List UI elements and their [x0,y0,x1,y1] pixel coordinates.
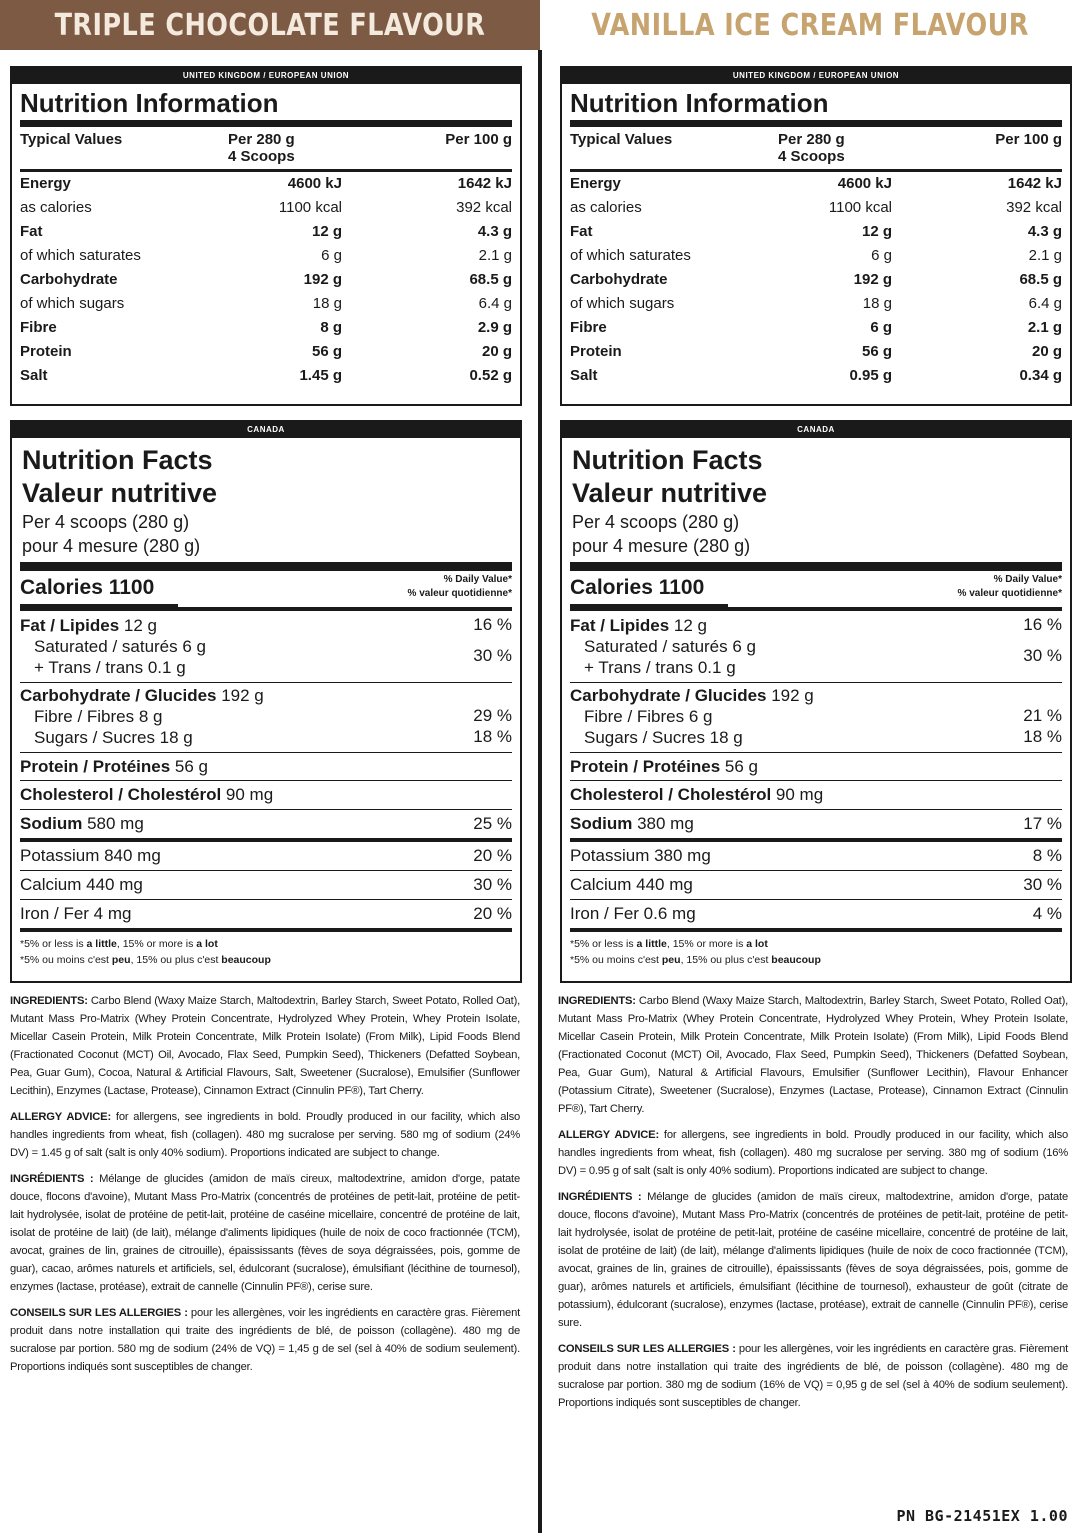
fat-group: Fat / Lipides 12 g Saturated / saturés 6 g + Trans / trans 0.1 g 16 % 30 % [570,615,1062,677]
per-serving-value: 8 g [320,319,342,336]
nutrient-label: Fibre [570,319,607,336]
per-serving-value: 6 g [870,319,892,336]
potassium-row: Potassium 380 mg 8 % [570,846,1062,865]
cholesterol-row: Cholesterol / Cholestérol 90 mg [570,785,824,804]
uk-row [562,268,1070,292]
region-label: UNITED KINGDOM / EUROPEAN UNION [562,68,1070,84]
per-serving-value: 6 g [321,247,342,264]
daily-value-footnote: *5% or less is a little, 15% or more is a lot *5% ou moins c'est peu, 15% ou plus c'est beaucoup [20,938,271,966]
per-100g-value: 68.5 g [469,271,512,288]
uk-row [12,268,520,292]
fat-group: Fat / Lipides 12 g Saturated / saturés 6 g + Trans / trans 0.1 g 16 % 30 % [20,615,512,677]
nutrient-label: of which sugars [20,295,125,312]
uk-row [12,220,520,244]
daily-value-heading: % Daily Value* % valeur quotidienne* [407,574,512,599]
uk-row [12,340,520,364]
nutrient-label: Energy [20,175,71,192]
uk-row [12,316,520,340]
per-100g-value: 392 kcal [456,199,512,216]
facts-title: Nutrition Facts Valeur nutritive [572,445,768,508]
ingredients-text [10,992,520,1384]
ingredients-en: INGREDIENTS: Carbo Blend (Waxy Maize Starch, Maltodextrin, Barley Starch, Sweet Potato, Rolled Oat), Mutant Mass Pro-Matrix (Whey Protein Concentrate, Hydrolyzed Whey Protein, Whey Protein Isolate, Micellar Casein Protein, Milk Protein Concentrate, Milk Protein Isolate) (From Milk), Lipid Foods Blend (Fractionated Coconut (MCT) Oil, Avocado, Flax Seed, Pumpkin Seed), Thickeners (Defatted Soybean, Pea, Guar Gum), Natural & Artificial Flavours, Emulsifier (Sunflower Lecithin), Flavour Enhancer (Potassium Citrate), Sweetener (Sucralose), Enzymes (Lactase, Protease), Cinnamon Extract (Cinnulin PF®), Tart Cherry. [558,995,1068,1115]
part-number: PN BG-21451EX 1.00 [896,1507,1068,1525]
serving-size: Per 4 scoops (280 g) pour 4 mesure (280 g) [572,512,751,556]
table-header [12,127,520,169]
allergy-advice-en: ALLERGY ADVICE: for allergens, see ingredients in bold. Proudly produced in our facility, which also handles ingredients from wheat, fish (collagen). 480 mg sucralose per serving. 580 mg of sodium (24% DV) = 1.45 g of salt (salt is only 40% sodium). Proportions indicated are subject to change. [10,1111,520,1159]
per-100g-value: 2.9 g [477,319,512,336]
per-100g-value: 20 g [481,343,512,360]
uk-row [562,172,1070,196]
uk-row [562,316,1070,340]
nutrient-label: Carbohydrate [20,271,118,288]
nutrient-label: Salt [20,367,48,384]
nutrient-label: Energy [570,175,621,192]
uk-rows [12,172,520,388]
calories-row [12,571,520,607]
ingredients-fr: INGRÉDIENTS : Mélange de glucides (amidon de maïs cireux, maltodextrine, amidon d'orge, patate douce, flocons d'avoine), Mutant Mass Pro-Matrix (concentrés de protéines de petit-lait, protéine de petit-lait hydrolysée, isolat de protéine de petit-lait, protéine de caséine micellaire, concentré de protéine de lait, isolat de protéine de lait) (de lait), mélange d'aliments lipidiques (huile de noix de coco fractionnée (TCM), avocat, graines de lin, graines de citrouille), épaississants (fèves de soya dégraissées, pois, gomme de guar), arômes naturels et artificiels, émulsifiant (lécithine de tournesol), exhausteur de goût (citrate de potassium), édulcorant (sucralose), enzymes (lactase, protéase), extrait de cannelle (Cinnulin PF®), cerise sure. [558,1191,1068,1329]
per-serving-value: 192 g [853,271,892,288]
thick-rule [570,562,1062,571]
per-serving-value: 0.95 g [849,367,892,384]
ingredients-en: INGREDIENTS: Carbo Blend (Waxy Maize Starch, Maltodextrin, Barley Starch, Sweet Potato, Rolled Oat), Mutant Mass Pro-Matrix (Whey Protein Concentrate, Hydrolyzed Whey Protein, Whey Protein Isolate, Micellar Casein Protein, Milk Protein Concentrate, Milk Protein Isolate) (From Milk), Lipid Foods Blend (Fractionated Coconut (MCT) Oil, Avocado, Flax Seed, Pumpkin Seed), Thickeners (Defatted Soybean, Pea, Guar Gum), Cocoa, Natural & Artificial Flavours, Salt, Sweetener (Sucralose), Emulsifier (Sunflower Lecithin), Enzymes (Lactase, Protease), Cinnamon Extract (Cinnulin PF®), Tart Cherry. [10,995,520,1097]
potassium-row: Potassium 840 mg 20 % [20,846,512,865]
nutrient-label: Protein [570,343,622,360]
flavour-header-bar [540,0,1080,50]
per-serving-value: 56 g [311,343,342,360]
per-100g-value: 1642 kJ [1007,175,1062,192]
canada-nutrition-facts [560,420,1072,983]
uk-row [562,340,1070,364]
ingredients-text [558,992,1068,1420]
calories: Calories 1100 [570,573,728,607]
nutrient-label: Fat [570,223,593,240]
protein-row: Protein / Protéines 56 g [570,757,759,776]
sodium-row: Sodium 580 mg 25 % [20,814,512,833]
flavour-header: VANILLA ICE CREAM FLAVOUR [591,7,1029,43]
per-100g-value: 0.52 g [469,367,512,384]
per-100g-value: 6.4 g [478,295,512,312]
thick-rule [20,120,512,127]
nutrient-label: of which saturates [570,247,691,264]
per-serving-value: 192 g [303,271,342,288]
calories: Calories 1100 [20,573,178,607]
cholesterol-row: Cholesterol / Cholestérol 90 mg [20,785,274,804]
per-100g-value: 0.34 g [1019,367,1062,384]
allergy-advice-en: ALLERGY ADVICE: for allergens, see ingredients in bold. Proudly produced in our facility, which also handles ingredients from wheat, fish (collagen). 480 mg sucralose per serving. 380 mg of sodium (16% DV) = 0.95 g of salt (salt is only 40% sodium). Proportions indicated are subject to change. [558,1129,1068,1177]
uk-row [562,244,1070,268]
iron-row: Iron / Fer 4 mg 20 % [20,904,512,923]
per-100g-value: 6.4 g [1028,295,1062,312]
per-serving-value: 1.45 g [299,367,342,384]
flavour-header-bar [0,0,540,50]
uk-row [562,196,1070,220]
per-100g-value: 2.1 g [1028,247,1062,264]
daily-value-heading: % Daily Value* % valeur quotidienne* [957,574,1062,599]
table-header [562,127,1070,169]
thick-rule [570,120,1062,127]
col-typical-values: Typical Values [570,131,673,148]
daily-value-footnote: *5% or less is a little, 15% or more is a lot *5% ou moins c'est peu, 15% ou plus c'est beaucoup [570,938,821,966]
per-100g-value: 1642 kJ [457,175,512,192]
column-vanilla-ice-cream [540,0,1080,1533]
per-serving-value: 12 g [861,223,892,240]
col-per-serving: Per 280 g 4 Scoops [778,131,845,165]
per-100g-value: 20 g [1031,343,1062,360]
table-title: Nutrition Information [570,88,829,118]
calcium-row: Calcium 440 mg 30 % [570,875,1062,894]
uk-row [12,364,520,388]
nutrient-label: Carbohydrate [570,271,668,288]
col-per-serving: Per 280 g 4 Scoops [228,131,295,165]
uk-row [562,292,1070,316]
per-serving-value: 1100 kcal [828,199,892,216]
nutrient-label: Protein [20,343,72,360]
carb-group: Carbohydrate / Glucides 192 g Fibre / Fibres 6 g Sugars / Sucres 18 g 21 % 18 % [570,686,1062,747]
per-100g-value: 4.3 g [1027,223,1062,240]
per-serving-value: 6 g [871,247,892,264]
nutrient-label: of which saturates [20,247,141,264]
uk-row [562,364,1070,388]
iron-row: Iron / Fer 0.6 mg 4 % [570,904,1062,923]
protein-row: Protein / Protéines 56 g [20,757,209,776]
nutrient-label: Fibre [20,319,57,336]
per-serving-value: 12 g [311,223,342,240]
per-serving-value: 18 g [312,295,342,312]
region-label: CANADA [12,422,520,438]
allergy-advice-fr: CONSEILS SUR LES ALLERGIES : pour les allergènes, voir les ingrédients en caractère gras. Fièrement produit dans notre installation qui traite des ingrédients de blé, de poisson (collagène). 480 mg de sucralose par portion. 580 mg de sodium (24% de VQ) = 1,45 g de sel (sel à 40% de sodium seulement). Proportions indiqués sont susceptibles de changer. [10,1307,520,1373]
per-100g-value: 68.5 g [1019,271,1062,288]
per-100g-value: 392 kcal [1006,199,1062,216]
calcium-row: Calcium 440 mg 30 % [20,875,512,894]
per-100g-value: 2.1 g [478,247,512,264]
table-title: Nutrition Information [20,88,279,118]
nutrient-label: of which sugars [570,295,675,312]
uk-nutrition-table [10,66,522,406]
uk-row [12,244,520,268]
per-serving-value: 4600 kJ [287,175,342,192]
nutrient-label: as calories [570,199,642,216]
canada-nutrition-facts [10,420,522,983]
per-serving-value: 4600 kJ [837,175,892,192]
facts-title: Nutrition Facts Valeur nutritive [22,445,218,508]
uk-row [562,220,1070,244]
calories-row [562,571,1070,607]
col-per-100g: Per 100 g [995,131,1062,148]
uk-row [12,292,520,316]
per-100g-value: 2.1 g [1027,319,1062,336]
per-serving-value: 1100 kcal [278,199,342,216]
col-per-100g: Per 100 g [445,131,512,148]
nutrient-label: Salt [570,367,598,384]
nutrient-label: Fat [20,223,43,240]
uk-row [12,196,520,220]
region-label: CANADA [562,422,1070,438]
carb-group: Carbohydrate / Glucides 192 g Fibre / Fibres 8 g Sugars / Sucres 18 g 29 % 18 % [20,686,512,747]
uk-row [12,172,520,196]
per-serving-value: 18 g [862,295,892,312]
nutrient-label: as calories [20,199,92,216]
per-serving-value: 56 g [861,343,892,360]
col-typical-values: Typical Values [20,131,123,148]
per-100g-value: 4.3 g [477,223,512,240]
sodium-row: Sodium 380 mg 17 % [570,814,1062,833]
thick-rule [20,562,512,571]
uk-rows [562,172,1070,388]
serving-size: Per 4 scoops (280 g) pour 4 mesure (280 g) [22,512,201,556]
region-label: UNITED KINGDOM / EUROPEAN UNION [12,68,520,84]
uk-nutrition-table [560,66,1072,406]
allergy-advice-fr: CONSEILS SUR LES ALLERGIES : pour les allergènes, voir les ingrédients en caractère gras. Fièrement produit dans notre installation qui traite des ingrédients de blé, de poisson (collagène). 480 mg de sucralose par portion. 380 mg de sodium (16% de VQ) = 0,95 g de sel (sel à 40% de sodium seulement). Proportions indiqués sont susceptibles de changer. [558,1343,1068,1409]
flavour-header: TRIPLE CHOCOLATE FLAVOUR [54,7,486,43]
ingredients-fr: INGRÉDIENTS : Mélange de glucides (amidon de maïs cireux, maltodextrine, amidon d'orge, patate douce, flocons d'avoine), Mutant Mass Pro-Matrix (concentrés de protéines de petit-lait, protéine de petit-lait hydrolysée, isolat de protéine de petit-lait, protéine de caséine micellaire, concentré de protéine de lait, isolat de protéine de lait) (de lait), mélange d'aliments lipidiques (huile de noix de coco fractionnée (TCM), avocat, graines de lin, graines de citrouille), épaississants (fèves de soya dégraissées, pois, gomme de guar), cacao, arômes naturels et artificiels, sel, édulcorant (sucralose), émulsifiant (lécithine de tournesol), enzymes (lactase, protéase), extrait de cannelle (Cinnulin PF®), cerise sure. [10,1173,520,1293]
